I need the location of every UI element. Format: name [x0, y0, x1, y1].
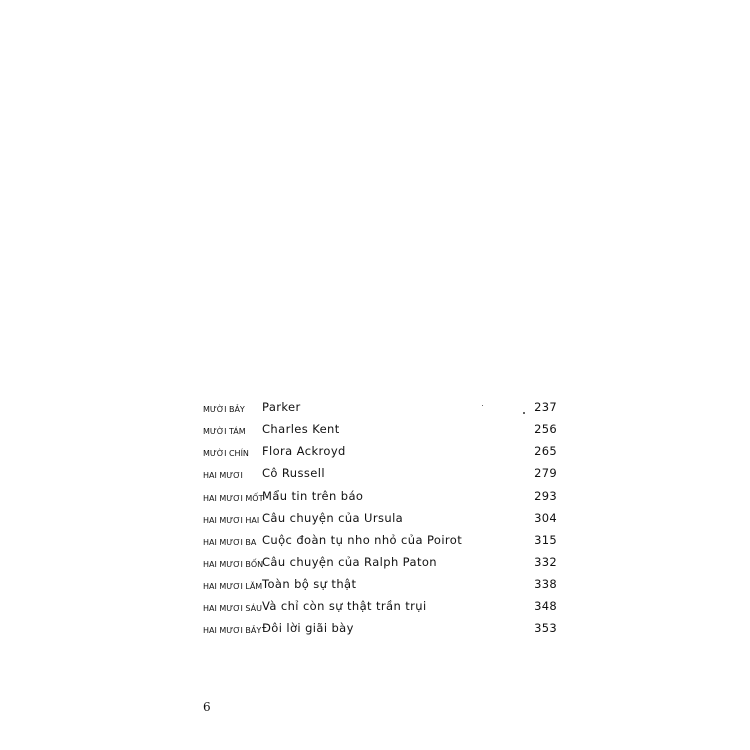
- chapter-number: HAI MƯƠI MỐT: [203, 494, 264, 503]
- toc-entry: [203, 553, 557, 575]
- chapter-title: Flora Ackroyd: [262, 444, 346, 458]
- chapter-title: Và chỉ còn sự thật trần trụi: [262, 599, 427, 613]
- chapter-title: Câu chuyện của Ursula: [262, 511, 404, 525]
- chapter-number: HAI MƯƠI BỐN: [203, 560, 264, 569]
- page-number: 265: [534, 444, 557, 458]
- chapter-title: Cô Russell: [262, 466, 325, 480]
- toc-entry: [203, 442, 557, 464]
- page-number: 332: [534, 555, 557, 569]
- chapter-number: MƯỜI TÁM: [203, 427, 246, 436]
- chapter-title: Câu chuyện của Ralph Paton: [262, 555, 437, 569]
- chapter-title: Charles Kent: [262, 422, 340, 436]
- page-number: 338: [534, 577, 557, 591]
- chapter-title: Cuộc đoàn tụ nho nhỏ của Poirot: [262, 533, 463, 547]
- page-number: 293: [534, 489, 557, 503]
- toc-entry: [203, 487, 557, 509]
- page-number: 315: [534, 533, 557, 547]
- toc-entry: [203, 531, 557, 553]
- page-number: 237: [534, 400, 557, 414]
- toc-entry: [203, 398, 557, 420]
- page-number: 353: [534, 621, 557, 635]
- chapter-number: MƯỜI CHÍN: [203, 449, 249, 458]
- toc-entry: [203, 420, 557, 442]
- chapter-number: HAI MƯƠI SÁU: [203, 604, 262, 613]
- toc-entry: [203, 464, 557, 486]
- chapter-number: HAI MƯƠI BA: [203, 538, 257, 547]
- toc-entry: [203, 509, 557, 531]
- chapter-number: MƯỜI BẢY: [203, 405, 245, 414]
- chapter-title: Parker: [262, 400, 301, 414]
- scan-speck: [482, 405, 483, 406]
- page-number: 279: [534, 466, 557, 480]
- chapter-number: HAI MƯƠI HAI: [203, 516, 260, 525]
- page-number: 256: [534, 422, 557, 436]
- page-number: 348: [534, 599, 557, 613]
- chapter-number: HAI MƯƠI BẢY: [203, 626, 262, 635]
- scan-speck: [523, 412, 525, 414]
- chapter-title: Toàn bộ sự thật: [262, 577, 357, 591]
- toc-entry: [203, 597, 557, 619]
- chapter-number: HAI MƯƠI LĂM: [203, 582, 263, 591]
- toc-entry: [203, 619, 557, 641]
- chapter-title: Mẩu tin trên báo: [262, 489, 364, 503]
- chapter-number: HAI MƯƠI: [203, 471, 243, 480]
- chapter-title: Đôi lời giãi bày: [262, 621, 354, 635]
- page-number: 304: [534, 511, 557, 525]
- footer-page-number: 6: [203, 700, 211, 714]
- toc-entry: [203, 575, 557, 597]
